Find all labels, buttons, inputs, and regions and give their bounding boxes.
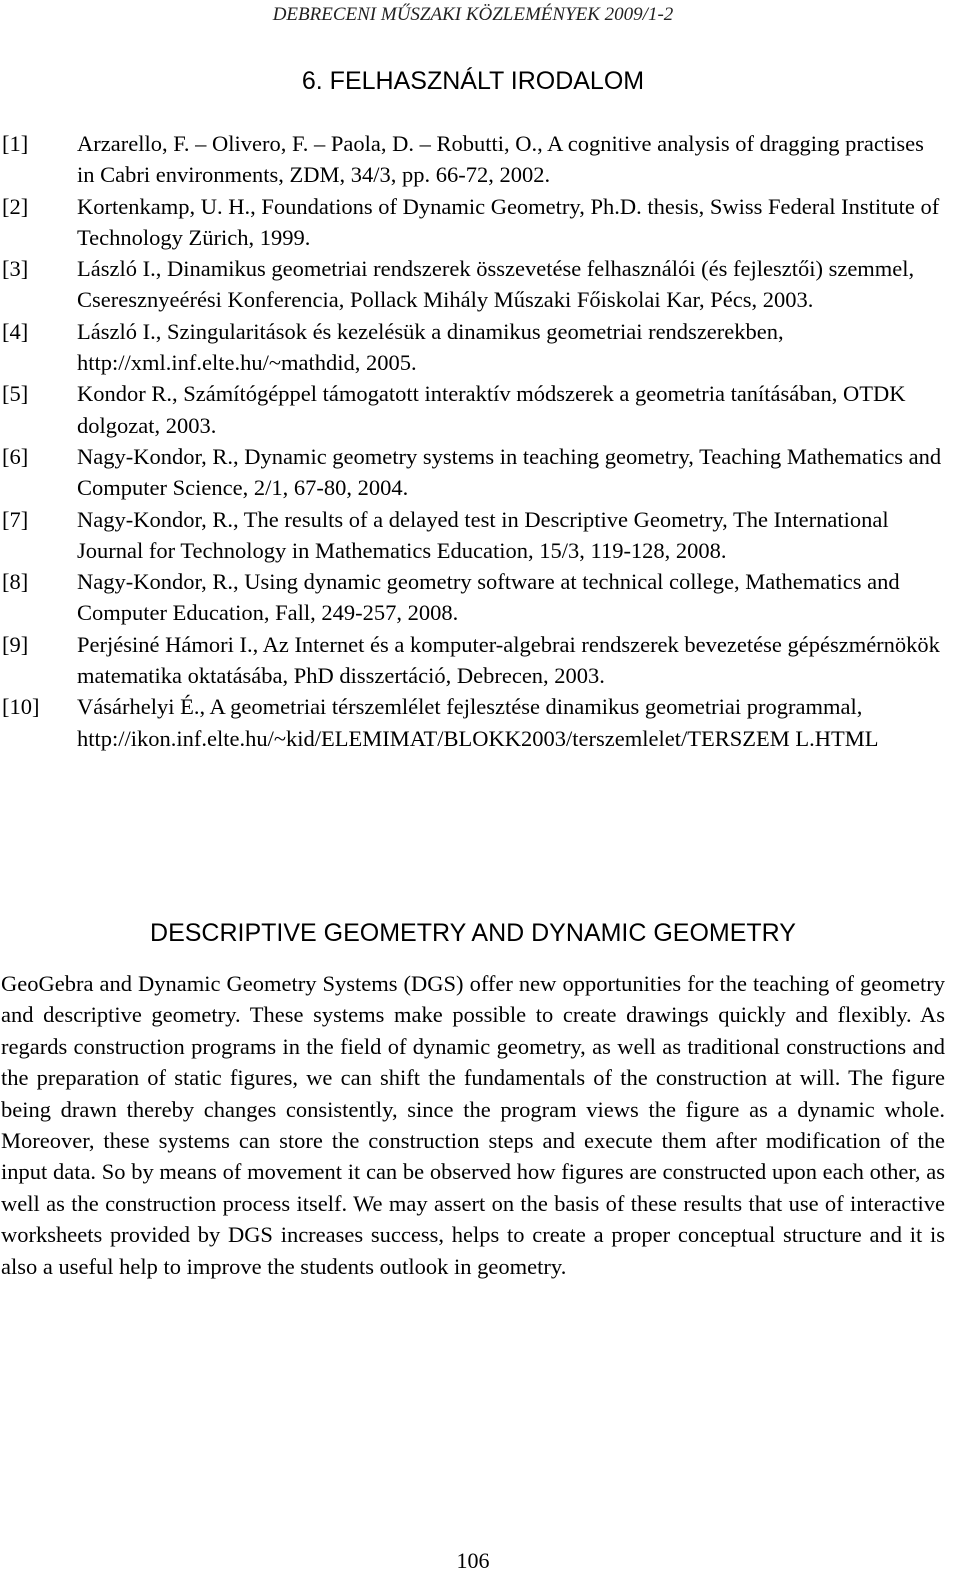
reference-item-3 bbox=[0, 253, 946, 316]
reference-text: Kondor R., Számítógéppel támogatott interaktív módszerek a geometria tanításában, OTDK dolgozat, 2003. bbox=[77, 381, 906, 438]
reference-text: Vásárhelyi É., A geometriai térszemlélet fejlesztése dinamikus geometriai programmal, http://ikon.inf.elte.hu/~kid/ELEMIMAT/BLOKK2003/terszemlelet/TERSZEM L.HTML bbox=[77, 694, 879, 751]
reference-number: [2] bbox=[2, 193, 29, 219]
reference-number: [10] bbox=[2, 694, 40, 720]
reference-text: Nagy-Kondor, R., The results of a delayed test in Descriptive Geometry, The International Journal for Technology in Mathematics Education, 15/3, 119-128, 2008. bbox=[77, 506, 889, 563]
reference-item-2 bbox=[0, 191, 946, 254]
reference-number: [4] bbox=[2, 318, 29, 344]
reference-text: László I., Dinamikus geometriai rendszerek összevetése felhasználói (és fejlesztői) szemmel, Cseresznyeérési Konferencia, Pollack Mihály Műszaki Főiskolai Kar, Pécs, 2003. bbox=[77, 256, 915, 313]
reference-number: [7] bbox=[2, 506, 29, 532]
reference-item-8 bbox=[0, 566, 946, 629]
page-number: 106 bbox=[456, 1548, 490, 1573]
reference-item-10 bbox=[0, 691, 946, 754]
reference-text: Nagy-Kondor, R., Using dynamic geometry software at technical college, Mathematics and Computer Education, Fall, 249-257, 2008. bbox=[77, 569, 900, 626]
reference-item-4 bbox=[0, 316, 946, 379]
abstract-body: GeoGebra and Dynamic Geometry Systems (DGS) offer new opportunities for the teaching of geometry and descriptive geometry. These systems make possible to create drawings quickly and flexibly. As regards construction programs in the field of dynamic geometry, as well as traditional constructions and the preparation of static figures, we can shift the fundamentals of the construction at will. The figure being drawn thereby changes consistently, since the program views the figure as a dynamic whole. Moreover, these systems can store the construction steps and execute them after modification of the input data. So by means of movement it can be observed how figures are constructed upon each other, as well as the construction process itself. We may assert on the basis of these results that use of interactive worksheets provided by DGS increases success, helps to create a proper conceptual structure and it is also a useful help to improve the students outlook in geometry. bbox=[1, 971, 945, 1279]
reference-number: [9] bbox=[2, 631, 29, 657]
reference-item-1 bbox=[0, 128, 946, 191]
reference-number: [3] bbox=[2, 256, 29, 282]
reference-item-7 bbox=[0, 504, 946, 567]
references-heading: 6. FELHASZNÁLT IRODALOM bbox=[301, 67, 645, 95]
reference-text: László I., Szingularitások és kezelésük a dinamikus geometriai rendszerekben, http://xml.inf.elte.hu/~mathdid, 2005. bbox=[77, 318, 784, 376]
reference-text: Arzarello, F. – Olivero, F. – Paola, D. – Robutti, O., A cognitive analysis of dragging practises in Cabri environments, ZDM, 34/3, pp. 66-72, 2002. bbox=[77, 131, 924, 188]
reference-text: Perjésiné Hámori I., Az Internet és a komputer-algebrai rendszerek bevezetése gépészmérnökök matematika oktatásába, PhD disszertáció, Debrecen, 2003. bbox=[77, 631, 940, 689]
reference-text: Nagy-Kondor, R., Dynamic geometry systems in teaching geometry, Teaching Mathematics and Computer Science, 2/1, 67-80, 2004. bbox=[77, 443, 942, 501]
reference-number: [5] bbox=[2, 381, 29, 407]
reference-number: [6] bbox=[2, 443, 29, 469]
running-header: DEBRECENI MŰSZAKI KÖZLEMÉNYEK 2009/1-2 bbox=[272, 4, 674, 25]
reference-list bbox=[0, 128, 946, 754]
abstract-heading: DESCRIPTIVE GEOMETRY AND DYNAMIC GEOMETRY bbox=[150, 919, 796, 947]
reference-item-5 bbox=[0, 378, 946, 441]
reference-number: [1] bbox=[2, 131, 29, 156]
reference-item-6 bbox=[0, 441, 946, 504]
reference-text: Kortenkamp, U. H., Foundations of Dynamic Geometry, Ph.D. thesis, Swiss Federal Institute of Technology Zürich, 1999. bbox=[77, 193, 940, 250]
reference-number: [8] bbox=[2, 569, 29, 595]
reference-item-9 bbox=[0, 629, 946, 692]
